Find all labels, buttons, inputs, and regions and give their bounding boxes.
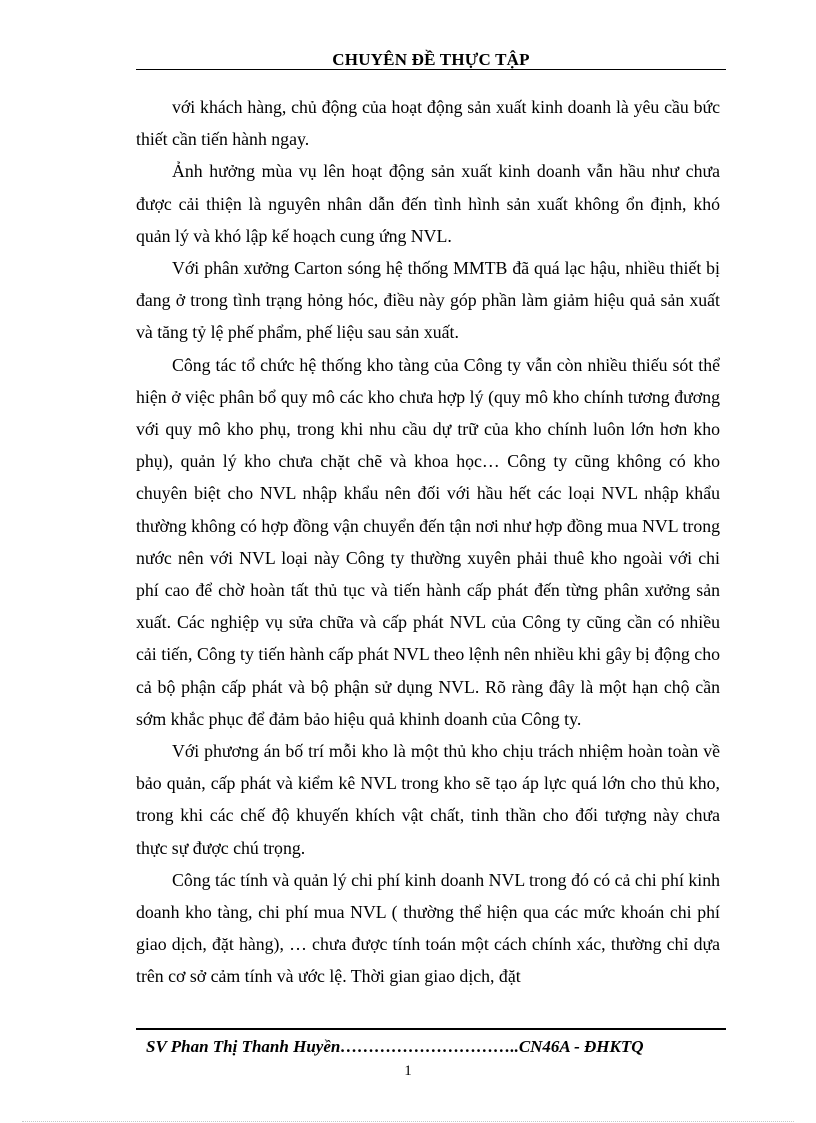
- page-number: 1: [404, 1063, 412, 1079]
- paragraph-2: Ảnh hưởng mùa vụ lên hoạt động sản xuất kinh doanh vẫn hầu như chưa được cải thiện là nguyên nhân dẫn đến tình hình sản xuất không ổn định, khó quản lý và khó lập kế hoạch cung ứng NVL.: [136, 161, 720, 246]
- paragraph-4: Công tác tổ chức hệ thống kho tàng của Công ty vẫn còn nhiều thiếu sót thể hiện ở việc phân bổ quy mô các kho chưa hợp lý (quy mô kho chính tương đương với quy mô kho phụ, trong khi nhu cầu dự trữ của kho chính luôn lớn hơn kho phụ), quản lý kho chưa chặt chẽ và khoa học… Công ty cũng không có kho chuyên biệt cho NVL nhập khẩu nên đối với hầu hết các loại NVL nhập khẩu thường không có hợp đồng vận chuyển đến tận nơi như hợp đồng mua NVL trong nước nên với NVL loại này Công ty thường xuyên phải thuê kho ngoài với chi phí cao để chờ hoàn tất thủ tục và tiến hành cấp phát đến từng phân xưởng sản xuất. Các nghiệp vụ sửa chữa và cấp phát NVL của Công ty cũng cần có nhiều cải tiến, Công ty tiến hành cấp phát NVL theo lệnh nên nhiều khi gây bị động cho cả bộ phận cấp phát và bộ phận sử dụng NVL. Rõ ràng đây là một hạn chộ cần sớm khắc phục để đảm bảo hiệu quả khinh doanh của Công ty.: [136, 354, 720, 729]
- paragraph-6: Công tác tính và quản lý chi phí kinh doanh NVL trong đó có cả chi phí kinh doanh kho tàng, chi phí mua NVL ( thường thể hiện qua các mức khoán chi phí giao dịch, đặt hàng), … chưa được tính toán một cách chính xác, thường chỉ dựa trên cơ sở cảm tính và ước lệ. Thời gian giao dịch, đặt: [136, 869, 720, 987]
- footer-divider: [136, 1028, 726, 1030]
- footer-author-line: SV Phan Thị Thanh Huyền…………………………..CN46A - ĐHKTQ: [146, 1037, 644, 1056]
- paragraph-1: với khách hàng, chủ động của hoạt động sản xuất kinh doanh là yêu cầu bức thiết cần tiến hành ngay.: [136, 97, 720, 150]
- paragraph-3: Với phân xưởng Carton sóng hệ thống MMTB đã quá lạc hậu, nhiều thiết bị đang ở trong tình trạng hỏng hóc, điều này góp phần làm giảm hiệu quả sản xuất và tăng tỷ lệ phế phẩm, phế liệu sau sản xuất.: [136, 258, 720, 343]
- page-bottom-edge: [22, 1121, 794, 1122]
- page-header-title: CHUYÊN ĐỀ THỰC TẬP: [332, 50, 530, 69]
- paragraph-5: Với phương án bố trí mỗi kho là một thủ kho chịu trách nhiệm hoàn toàn về bảo quản, cấp phát và kiểm kê NVL trong kho sẽ tạo áp lực quá lớn cho thủ kho, trong khi các chế độ khuyến khích vật chất, tinh thần cho đối tượng này chưa thực sự được chú trọng.: [136, 741, 720, 858]
- document-body: [136, 91, 720, 993]
- header-divider: [136, 69, 726, 70]
